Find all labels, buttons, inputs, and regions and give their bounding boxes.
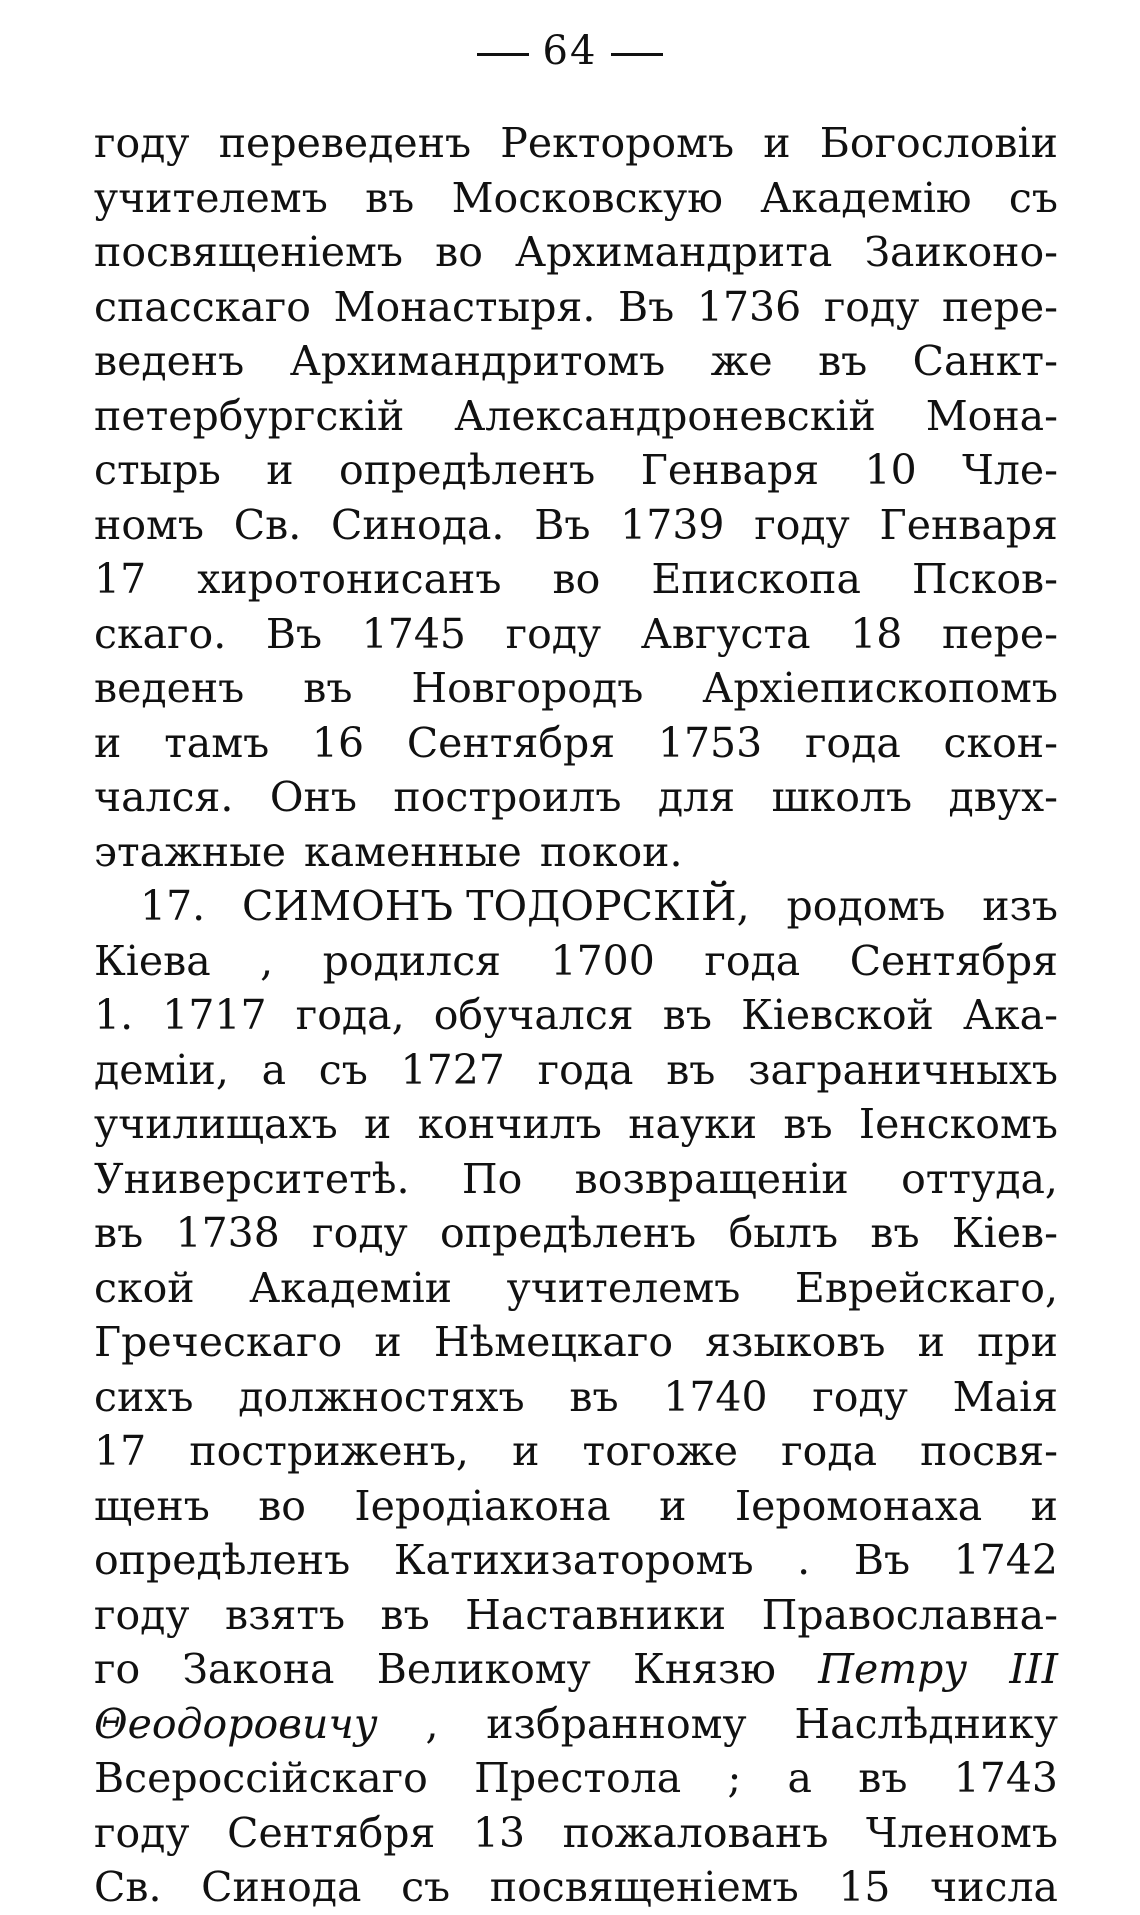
word: Университетѣ.	[94, 1154, 410, 1203]
word: Іеромонаха	[734, 1481, 983, 1530]
text-line	[94, 1152, 1058, 1207]
word: 1727	[400, 1045, 505, 1094]
word: въ	[569, 1372, 619, 1421]
word: переведенъ	[218, 119, 472, 167]
word: Св.	[233, 500, 302, 549]
word: года	[781, 1427, 878, 1475]
word: въ	[303, 664, 353, 712]
word: номъ	[94, 500, 204, 549]
word: года	[804, 718, 901, 767]
word: Наслѣднику	[794, 1699, 1058, 1748]
word: во	[435, 228, 483, 276]
word: въ	[783, 1100, 833, 1148]
word: каменные	[304, 827, 522, 876]
word: въ	[870, 1209, 920, 1257]
word: чался.	[94, 773, 234, 821]
word: году	[94, 119, 190, 167]
word: ской	[94, 1263, 195, 1312]
word: 1700	[550, 936, 655, 985]
word: тогоже	[582, 1427, 739, 1475]
word: 10	[864, 446, 917, 494]
word: 1745	[361, 609, 467, 658]
word: и	[917, 1318, 945, 1366]
word: Архіепископомъ	[702, 664, 1058, 712]
word: Архимандрита	[515, 228, 833, 276]
word: Ака-	[963, 991, 1058, 1039]
word: веденъ	[94, 337, 245, 385]
word: и	[763, 119, 791, 167]
text-line	[94, 498, 1058, 553]
text-line	[94, 1479, 1058, 1534]
word: Всероссійскаго	[94, 1754, 428, 1802]
text-line	[94, 1533, 1058, 1588]
word: Сентября	[406, 718, 616, 767]
word: Еврейскаго,	[794, 1263, 1058, 1312]
word: возвращеніи	[574, 1154, 849, 1203]
word: и	[94, 718, 122, 767]
word: году	[823, 282, 920, 331]
text-line	[94, 934, 1058, 989]
word: деміи,	[94, 1045, 229, 1094]
text-line	[94, 1206, 1058, 1261]
text-line	[94, 825, 1058, 880]
word: Катихизаторомъ	[393, 1536, 754, 1584]
text-line	[94, 1860, 1058, 1915]
word: года,	[295, 991, 405, 1039]
word: 1743	[953, 1754, 1058, 1802]
word: Онъ	[269, 773, 357, 821]
word: Академіи	[249, 1263, 453, 1312]
word: Маія	[952, 1372, 1058, 1421]
word: веденъ	[94, 664, 245, 712]
word: заграничныхъ	[748, 1045, 1058, 1094]
word: тамъ	[164, 718, 270, 767]
word: Св.	[94, 1863, 162, 1911]
word: взятъ	[225, 1590, 346, 1639]
text-line	[94, 334, 1058, 389]
word: посвященіемъ	[489, 1863, 799, 1911]
word: стырь	[94, 446, 221, 494]
word: спасскаго	[94, 282, 311, 331]
word: учителемъ	[94, 173, 328, 222]
word: же	[710, 337, 773, 385]
page-number: 64	[542, 28, 598, 74]
word: Великому	[376, 1645, 591, 1693]
word: году	[505, 609, 602, 658]
word: въ	[818, 337, 868, 385]
word: покои.	[539, 827, 683, 876]
word: языковъ	[705, 1318, 886, 1366]
word: должностяхъ	[238, 1372, 525, 1421]
word: 1738	[175, 1209, 280, 1257]
word: Синода	[201, 1863, 362, 1911]
word: года	[704, 936, 801, 985]
word: году	[754, 500, 850, 549]
word: Санкт-	[912, 337, 1058, 385]
text-line	[94, 1697, 1058, 1752]
word: Въ	[534, 500, 591, 549]
word: а	[261, 1045, 287, 1094]
word: Сентября	[849, 936, 1058, 985]
word: III	[1009, 1645, 1058, 1693]
word: Θеодоровичу	[94, 1699, 378, 1748]
word: и	[374, 1318, 402, 1366]
text-line	[94, 770, 1058, 825]
word: Академію	[760, 173, 972, 222]
word: Московскую	[451, 173, 723, 222]
text-line	[94, 225, 1058, 280]
word: для	[657, 773, 736, 821]
word: посвященіемъ	[94, 228, 403, 276]
text-line	[94, 716, 1058, 771]
word: съ	[1008, 173, 1058, 222]
word: .	[797, 1536, 811, 1584]
word: Заиконо-	[864, 228, 1058, 276]
word: Кіева	[94, 936, 211, 985]
word: Въ	[265, 609, 323, 658]
word: 1742	[953, 1536, 1058, 1584]
text-line	[94, 1642, 1058, 1697]
text-line	[94, 879, 1058, 934]
header-dash-left	[477, 53, 529, 56]
page-number-header	[0, 26, 1140, 76]
word: Православна-	[761, 1590, 1058, 1639]
word: Ректоромъ	[500, 119, 735, 167]
word: ,	[260, 936, 274, 985]
text-line	[94, 116, 1058, 171]
text-line	[94, 280, 1058, 335]
word: По	[461, 1154, 523, 1203]
word: 1739	[620, 500, 725, 549]
word: Епископа	[651, 555, 861, 603]
word: Чле-	[962, 446, 1058, 494]
text-line	[94, 988, 1058, 1043]
word: Генваря	[640, 446, 820, 494]
text-line	[94, 661, 1058, 716]
word: Нѣмецкаго	[433, 1318, 674, 1366]
word: году	[94, 1590, 190, 1639]
word: съ	[318, 1045, 368, 1094]
word: сихъ	[94, 1372, 194, 1421]
word: 17	[94, 555, 147, 603]
word: Генваря	[879, 500, 1058, 549]
word: опредѣленъ	[440, 1209, 697, 1257]
text-line	[94, 1043, 1058, 1098]
word: и	[1030, 1481, 1058, 1530]
word: и	[364, 1100, 392, 1148]
word: пожалованъ	[562, 1808, 829, 1857]
word: го	[94, 1645, 141, 1693]
word: во	[258, 1481, 306, 1530]
word: и	[512, 1427, 540, 1475]
word: Въ	[853, 1536, 911, 1584]
word: науки	[628, 1100, 758, 1148]
word: щенъ	[94, 1481, 210, 1530]
word: году	[312, 1209, 408, 1257]
word: опредѣленъ	[339, 446, 596, 494]
word: родомъ	[786, 882, 946, 930]
word: Престола	[474, 1754, 682, 1802]
word: Въ	[618, 282, 675, 331]
word: Синода.	[331, 500, 505, 549]
word: Петру	[818, 1645, 968, 1693]
word: 15	[838, 1863, 891, 1911]
word: въ	[365, 173, 415, 222]
word: Кіев-	[951, 1209, 1058, 1257]
word: Іеродіакона	[354, 1481, 611, 1530]
text-line	[94, 1588, 1058, 1643]
word: 1736	[696, 282, 802, 331]
word: съ	[401, 1863, 451, 1911]
word: Архимандритомъ	[289, 337, 666, 385]
body-text	[94, 116, 1058, 1915]
word: Монастыря.	[333, 282, 596, 331]
text-line	[94, 607, 1058, 662]
word: году	[94, 1808, 190, 1857]
word: въ	[858, 1754, 908, 1802]
word: въ	[94, 1209, 144, 1257]
word: 1753	[657, 718, 763, 767]
word: Наставники	[465, 1590, 727, 1639]
word: а	[787, 1754, 812, 1802]
word: 17.	[140, 882, 206, 930]
word: ;	[727, 1754, 742, 1802]
text-line	[94, 1261, 1058, 1316]
word: 1.	[94, 991, 134, 1039]
word: Іенскомъ	[858, 1100, 1058, 1148]
word: СИМОНЪ ТОДОРСКІЙ,	[242, 882, 750, 930]
text-line	[94, 171, 1058, 226]
word: изъ	[982, 882, 1058, 930]
word: обучался	[433, 991, 634, 1039]
word: былъ	[728, 1209, 839, 1257]
word: Сентября	[227, 1808, 436, 1857]
word: построилъ	[393, 773, 622, 821]
word: школъ	[771, 773, 913, 821]
word: 16	[311, 718, 365, 767]
word: скаго.	[94, 609, 227, 658]
word: Мона-	[925, 391, 1058, 440]
text-line	[94, 389, 1058, 444]
word: пере-	[942, 282, 1058, 331]
word: 1717	[162, 991, 267, 1039]
text-line	[94, 1315, 1058, 1370]
word: и	[266, 446, 294, 494]
word: Закона	[182, 1645, 335, 1693]
word: Псков-	[911, 555, 1058, 603]
word: при	[977, 1318, 1058, 1366]
word: пере-	[942, 609, 1058, 658]
word: въ	[666, 1045, 716, 1094]
word: петербургскій	[94, 391, 405, 440]
word: Членомъ	[866, 1808, 1058, 1857]
word: хиротонисанъ	[197, 555, 502, 603]
word: избранному	[486, 1699, 747, 1748]
word: Августа	[640, 609, 811, 658]
word: опредѣленъ	[94, 1536, 351, 1584]
word: посвя-	[920, 1427, 1058, 1475]
word: постриженъ,	[189, 1427, 469, 1475]
word: Князю	[633, 1645, 776, 1693]
header-dash-right	[611, 53, 663, 56]
word: 18	[850, 609, 903, 658]
word: Александроневскій	[454, 391, 876, 440]
text-line	[94, 1097, 1058, 1152]
word: году	[812, 1372, 908, 1421]
word: 1740	[663, 1372, 768, 1421]
word: ,	[425, 1699, 439, 1748]
word: оттуда,	[901, 1154, 1058, 1203]
word: родился	[322, 936, 502, 985]
word: Греческаго	[94, 1318, 343, 1366]
word: Богословіи	[819, 119, 1058, 167]
word: учителемъ	[506, 1263, 741, 1312]
word: этажные	[94, 827, 287, 876]
word: и	[659, 1481, 687, 1530]
text-line	[94, 1424, 1058, 1479]
word: Новгородъ	[411, 664, 644, 712]
word: училищахъ	[94, 1100, 338, 1148]
word: во	[552, 555, 601, 603]
word: въ	[380, 1590, 430, 1639]
word: кончилъ	[417, 1100, 602, 1148]
text-line	[94, 1751, 1058, 1806]
word: въ	[662, 991, 712, 1039]
text-line	[94, 443, 1058, 498]
word: года	[537, 1045, 634, 1094]
word: двух-	[948, 773, 1058, 821]
text-line	[94, 1370, 1058, 1425]
word: 17	[94, 1427, 147, 1475]
word: Кіевской	[741, 991, 934, 1039]
text-line	[94, 1806, 1058, 1861]
word: скон-	[943, 718, 1058, 767]
text-line	[94, 552, 1058, 607]
word: 13	[472, 1808, 526, 1857]
word: числа	[930, 1863, 1058, 1911]
